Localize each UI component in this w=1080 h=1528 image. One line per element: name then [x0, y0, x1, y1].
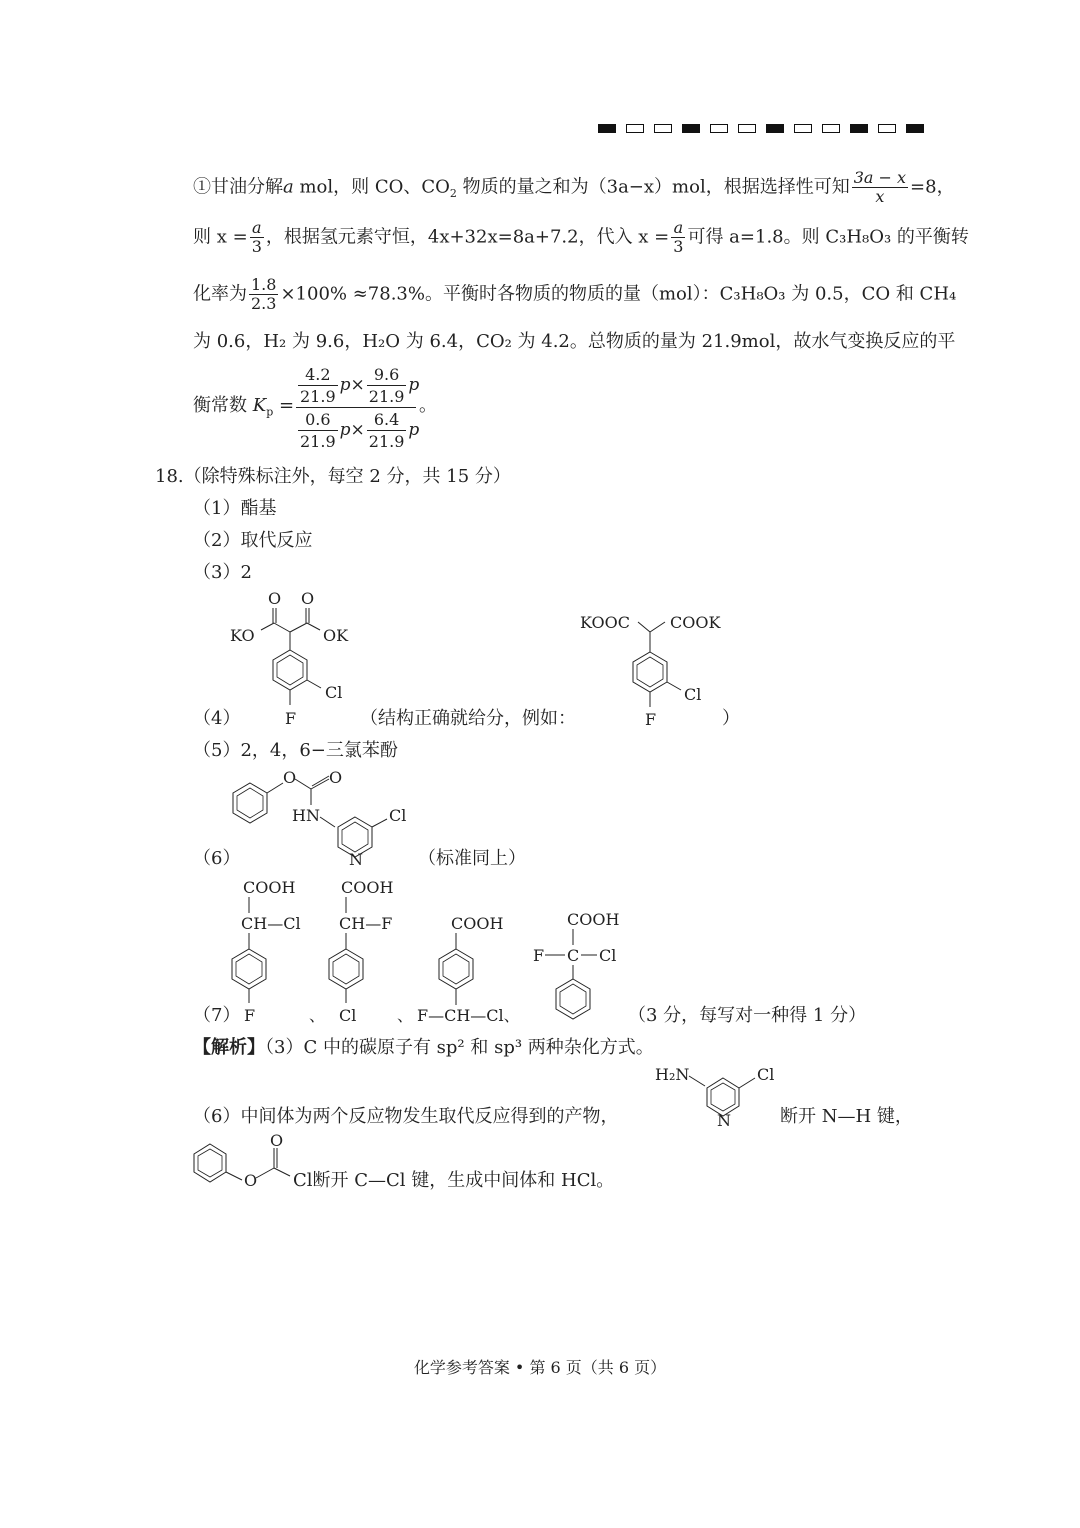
- header-marks: [598, 124, 924, 133]
- svg-text:CH—F: CH—F: [339, 914, 393, 933]
- svg-text:Cl: Cl: [325, 683, 343, 702]
- empty-square-mark: [626, 124, 644, 133]
- svg-text:KOOC: KOOC: [580, 613, 630, 632]
- answer-7-label: （7）: [193, 1005, 241, 1026]
- svg-text:、: 、: [397, 1006, 414, 1025]
- svg-text:O: O: [329, 768, 343, 787]
- svg-text:N: N: [349, 850, 363, 869]
- svg-text:HN: HN: [292, 806, 320, 825]
- svg-text:O: O: [270, 1131, 284, 1150]
- kp-end: 。: [419, 395, 437, 416]
- kp-label: 衡常数 $K_p$ =: [193, 395, 295, 419]
- answer-6-note: （标准同上）: [418, 848, 526, 869]
- p17-line-3: 化率为 $\frac{1.8}{2.3}$ ×100% ≈78.3%。平衡时各物质的物质的量（mol）：C₃H₈O₃ 为 0.5，CO 和 CH₄: [193, 275, 957, 313]
- svg-text:COOH: COOH: [451, 914, 504, 933]
- structures-7: [225, 875, 645, 1035]
- empty-square-mark: [878, 124, 896, 133]
- answer-4-note: （结构正确就给分，例如：: [360, 708, 576, 729]
- svg-text:F: F: [285, 709, 297, 728]
- svg-text:COOH: COOH: [341, 878, 394, 897]
- svg-text:Cl: Cl: [599, 946, 617, 965]
- svg-text:CH—Cl: CH—Cl: [241, 914, 301, 933]
- svg-text:KO: KO: [230, 626, 255, 645]
- q18-title: 18.（除特殊标注外，每空 2 分，共 15 分）: [155, 466, 511, 487]
- analysis-line-2a: （6）中间体为两个反应物发生取代反应得到的产物，: [193, 1106, 619, 1127]
- svg-text:COOH: COOH: [243, 878, 296, 897]
- empty-square-mark: [822, 124, 840, 133]
- answer-7-note: （3 分，每写对一种得 1 分）: [628, 1005, 867, 1026]
- p17-line-1: ①甘油分解a mol，则 CO、$CO_2$ 物质的量之和为（3a−x）mol，根据选择性可知 $\frac{3a - x}{x}$ =8，: [193, 168, 955, 206]
- svg-text:Cl: Cl: [757, 1065, 775, 1084]
- svg-text:Cl: Cl: [389, 806, 407, 825]
- structure-6: [225, 765, 425, 870]
- filled-square-mark: [850, 124, 868, 133]
- svg-text:O: O: [301, 589, 315, 608]
- svg-text:F: F: [244, 1006, 256, 1025]
- svg-text:OK: OK: [323, 626, 349, 645]
- svg-text:F: F: [645, 710, 657, 729]
- page-footer: 化学参考答案 • 第 6 页（共 6 页）: [413, 1358, 667, 1377]
- empty-square-mark: [654, 124, 672, 133]
- answer-4-label: （4）: [193, 708, 241, 729]
- svg-text:O: O: [244, 1171, 258, 1190]
- svg-text:O: O: [283, 768, 297, 787]
- svg-text:Cl: Cl: [684, 685, 702, 704]
- answer-3: （3）2: [193, 562, 252, 583]
- svg-text:Cl: Cl: [339, 1006, 357, 1025]
- answer-6-label: （6）: [193, 848, 241, 869]
- empty-square-mark: [738, 124, 756, 133]
- svg-text:、: 、: [309, 1006, 326, 1025]
- answer-1: （1）酯基: [193, 498, 277, 519]
- analysis-line-2b: 断开 N—H 键，: [780, 1106, 913, 1127]
- svg-text:COOK: COOK: [670, 613, 721, 632]
- analysis-line-1: 【解析】（3）C 中的碳原子有 sp² 和 sp³ 两种杂化方式。: [193, 1037, 654, 1058]
- p17-line-2: 则 x = $\frac{a}{3}$ ，根据氢元素守恒，4x+32x=8a+7.2，代入 x = $\frac{a}{3}$ 可得 a=1.8。则 C₃H₈O₃ 的平衡转: [193, 218, 969, 256]
- svg-text:F—CH—Cl、: F—CH—Cl、: [417, 1006, 520, 1025]
- structure-aminopyridine: [655, 1062, 795, 1132]
- empty-square-mark: [794, 124, 812, 133]
- answer-4-close: ）: [722, 708, 740, 729]
- filled-square-mark: [598, 124, 616, 133]
- p17-line-4: 为 0.6，H₂ 为 9.6，H₂O 为 6.4，CO₂ 为 4.2。总物质的量为 21.9mol，故水气变换反应的平: [193, 331, 956, 352]
- structure-4b: [580, 610, 730, 730]
- svg-text:H₂N: H₂N: [655, 1065, 690, 1084]
- empty-square-mark: [710, 124, 728, 133]
- filled-square-mark: [906, 124, 924, 133]
- filled-square-mark: [682, 124, 700, 133]
- answer-5: （5）2，4，6−三氯苯酚: [193, 740, 398, 761]
- svg-text:O: O: [268, 589, 282, 608]
- structure-phenyl-chloroformate: [190, 1132, 300, 1192]
- filled-square-mark: [766, 124, 784, 133]
- svg-text:C: C: [567, 946, 580, 965]
- svg-text:F: F: [533, 946, 545, 965]
- analysis-label: 【解析】: [193, 1037, 265, 1058]
- kp-fraction: $\frac{4.2}{21.9}$ p × $\frac{9.6}{21.9}$ p $\frac{0.6}{21.9}$ p × $\frac{6.4}{21.9}$ p: [296, 363, 416, 452]
- answer-2: （2）取代反应: [193, 530, 313, 551]
- structure-4a: [225, 588, 365, 728]
- analysis-line-3: Cl断开 C—Cl 键，生成中间体和 HCl。: [293, 1170, 615, 1191]
- svg-text:N: N: [717, 1111, 731, 1130]
- svg-text:COOH: COOH: [567, 910, 620, 929]
